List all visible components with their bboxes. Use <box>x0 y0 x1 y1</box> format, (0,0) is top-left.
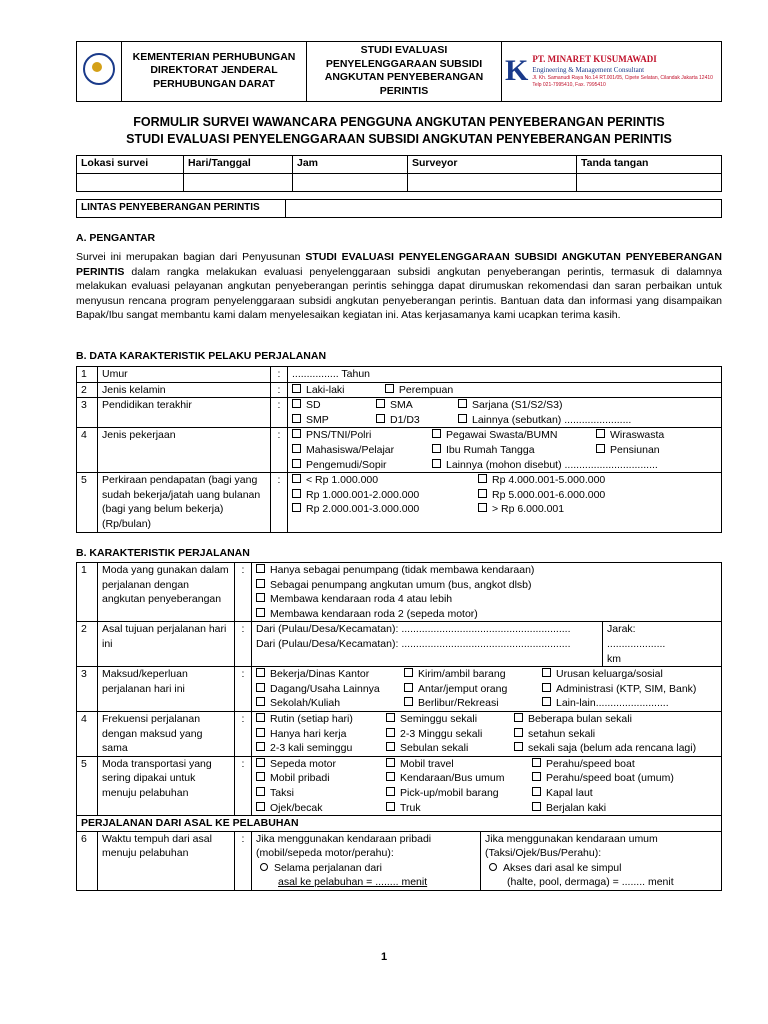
checkbox-icon <box>542 683 551 692</box>
agency-cell <box>122 42 307 102</box>
checkbox-icon <box>292 503 301 512</box>
checkbox-icon <box>292 444 301 453</box>
q-number: 2 <box>77 622 98 667</box>
option-purpose-4[interactable]: Dagang/Usaha Lainnya <box>256 682 404 697</box>
trip-characteristics-table <box>76 562 722 891</box>
origin-line-1[interactable]: Dari (Pulau/Desa/Kecamatan): .......................................................... <box>256 623 571 636</box>
q-label: Maksud/keperluan perjalanan hari ini <box>98 667 235 712</box>
option-freq-1[interactable]: Rutin (setiap hari) <box>256 712 386 727</box>
purpose-options <box>252 667 722 712</box>
q-label: Jenis pekerjaan <box>98 428 271 473</box>
checkbox-icon <box>386 802 395 811</box>
private-vehicle-cell <box>252 831 481 890</box>
q-number: 3 <box>77 667 98 712</box>
q-number: 4 <box>77 711 98 756</box>
q-label: Jenis kelamin <box>98 382 271 398</box>
option-laki[interactable]: Laki-laki <box>292 383 382 398</box>
option-smp[interactable]: SMP <box>292 413 376 428</box>
option-purpose-1[interactable]: Bekerja/Dinas Kantor <box>256 667 404 682</box>
q-colon: : <box>271 382 288 398</box>
info-header: Lokasi survei <box>77 156 184 174</box>
checkbox-icon <box>256 787 265 796</box>
option-trans-3[interactable]: Perahu/speed boat <box>532 757 635 772</box>
agency-line2: DIREKTORAT JENDERAL <box>150 64 278 77</box>
q-colon: : <box>235 711 252 756</box>
checkbox-icon <box>478 474 487 483</box>
checkbox-icon <box>385 384 394 393</box>
checkbox-icon <box>386 728 395 737</box>
checkbox-icon <box>386 742 395 751</box>
gender-options <box>288 382 722 398</box>
intro-text-bold: STUDI EVALUASI PENYELENGGARAAN SUBSIDI ANGKUTAN PENYEBERANGAN PERINTIS <box>76 251 722 278</box>
origin-fields <box>252 622 603 667</box>
letterhead-table <box>76 41 722 102</box>
checkbox-icon <box>532 772 541 781</box>
company-cell <box>502 42 722 102</box>
section-a-title: A. PENGANTAR <box>76 232 156 244</box>
mode-options <box>252 563 722 622</box>
transport-options <box>252 756 722 815</box>
option-mode-1[interactable]: Hanya sebagai penumpang (tidak membawa kendaraan) <box>256 563 717 578</box>
checkbox-icon <box>532 758 541 767</box>
q-colon: : <box>235 667 252 712</box>
study-line3: ANGKUTAN PENYEBERANGAN <box>324 71 484 84</box>
frequency-options <box>252 711 722 756</box>
q-colon: : <box>235 563 252 622</box>
checkbox-icon <box>376 399 385 408</box>
checkbox-icon <box>596 444 605 453</box>
distance-unit: km <box>607 652 621 665</box>
option-trans-1[interactable]: Sepeda motor <box>256 757 386 772</box>
checkbox-icon <box>292 459 301 468</box>
company-logo-icon: K <box>505 54 529 88</box>
option-mode-4[interactable]: Membawa kendaraan roda 2 (sepeda motor) <box>256 607 717 622</box>
checkbox-icon <box>256 564 265 573</box>
checkbox-icon <box>532 787 541 796</box>
info-header: Jam <box>293 156 408 174</box>
section-b1-title: B. DATA KARAKTERISTIK PELAKU PERJALANAN <box>76 350 327 362</box>
public-access-time-value[interactable]: (halte, pool, dermaga) = ........ menit <box>507 876 674 889</box>
q-number: 2 <box>77 382 98 398</box>
checkbox-icon <box>404 697 413 706</box>
checkbox-icon <box>256 772 265 781</box>
q-label: Perkiraan pendapatan (bagi yang sudah bekerja/jatah uang bulanan (bagi yang belum bekerja) (Rp/bulan) <box>98 473 271 532</box>
option-freq-4[interactable]: Hanya hari kerja <box>256 727 386 742</box>
option-irt[interactable]: Ibu Rumah Tangga <box>432 443 596 458</box>
option-purpose-9[interactable]: Lain-lain......................... <box>542 696 669 711</box>
option-wiraswasta[interactable]: Wiraswasta <box>596 428 664 443</box>
income-options <box>288 473 722 532</box>
lintas-table <box>76 199 722 218</box>
info-header: Hari/Tanggal <box>184 156 293 174</box>
checkbox-icon <box>532 802 541 811</box>
checkbox-icon <box>514 713 523 722</box>
checkbox-icon <box>404 668 413 677</box>
distance-label: Jarak: <box>607 623 636 636</box>
private-travel-time-value[interactable]: asal ke pelabuhan = ........ menit <box>278 876 428 889</box>
checkbox-icon <box>256 608 265 617</box>
info-header: Tanda tangan <box>577 156 722 174</box>
q-number: 5 <box>77 756 98 815</box>
checkbox-icon <box>514 742 523 751</box>
q-label: Umur <box>98 367 271 383</box>
page-number: 1 <box>380 951 388 963</box>
checkbox-icon <box>514 728 523 737</box>
option-lainnya-job[interactable]: Lainnya (mohon disebut) ................................ <box>432 458 658 473</box>
checkbox-icon <box>386 758 395 767</box>
q-number: 1 <box>77 367 98 383</box>
bullet-icon <box>489 863 497 871</box>
lintas-label: LINTAS PENYEBERANGAN PERINTIS <box>77 200 286 218</box>
option-trans-8[interactable]: Pick-up/mobil barang <box>386 786 532 801</box>
subsection-header: PERJALANAN DARI ASAL KE PELABUHAN <box>77 816 722 832</box>
option-freq-2[interactable]: Seminggu sekali <box>386 712 514 727</box>
company-subtitle: Engineering & Management Consultant <box>532 66 645 75</box>
option-trans-12[interactable]: Berjalan kaki <box>532 801 606 816</box>
option-pensiunan[interactable]: Pensiunan <box>596 443 660 458</box>
checkbox-icon <box>256 742 265 751</box>
checkbox-icon <box>478 489 487 498</box>
agency-line3: PERHUBUNGAN DARAT <box>153 78 275 91</box>
education-options <box>288 398 722 428</box>
jam-input[interactable] <box>293 174 408 192</box>
option-d1d3[interactable]: D1/D3 <box>376 413 458 428</box>
info-header: Surveyor <box>408 156 577 174</box>
option-trans-2[interactable]: Mobil travel <box>386 757 532 772</box>
option-income-6[interactable]: > Rp 6.000.001 <box>478 502 564 517</box>
checkbox-icon <box>386 787 395 796</box>
lintas-input[interactable] <box>286 200 722 218</box>
checkbox-icon <box>596 429 605 438</box>
option-mode-2[interactable]: Sebagai penumpang angkutan umum (bus, angkot dlsb) <box>256 578 717 593</box>
option-freq-9[interactable]: sekali saja (belum ada rencana lagi) <box>514 741 696 756</box>
checkbox-icon <box>256 593 265 602</box>
q-label: Asal tujuan perjalanan hari ini <box>98 622 235 667</box>
option-freq-8[interactable]: Sebulan sekali <box>386 741 514 756</box>
option-trans-7[interactable]: Taksi <box>256 786 386 801</box>
option-freq-3[interactable]: Beberapa bulan sekali <box>514 712 632 727</box>
option-trans-6[interactable]: Perahu/speed boat (umum) <box>532 771 674 786</box>
occupation-options <box>288 428 722 473</box>
option-mahasiswa[interactable]: Mahasiswa/Pelajar <box>292 443 432 458</box>
checkbox-icon <box>256 668 265 677</box>
option-purpose-2[interactable]: Kirim/ambil barang <box>404 667 542 682</box>
checkbox-icon <box>256 683 265 692</box>
private-vehicle-title: Jika menggunakan kendaraan pribadi (mobil/sepeda motor/perahu): <box>256 832 432 860</box>
q-colon: : <box>271 398 288 428</box>
checkbox-icon <box>458 414 467 423</box>
option-purpose-3[interactable]: Urusan keluarga/sosial <box>542 667 663 682</box>
q-colon: : <box>271 473 288 532</box>
checkbox-icon <box>292 399 301 408</box>
option-sma[interactable]: SMA <box>376 398 458 413</box>
study-line2: PENYELENGGARAAN SUBSIDI <box>325 57 483 70</box>
q-label: Waktu tempuh dari asal menuju pelabuhan <box>98 831 235 890</box>
checkbox-icon <box>292 429 301 438</box>
company-address: Jl. Kh. Samanudi Raya No.14 RT.001/05, Cipete Selatan, Cilandak Jakarta 12410 <box>532 75 713 82</box>
public-access-time[interactable]: Akses dari asal ke simpul <box>485 861 717 876</box>
intro-text-end: dalam rangka melakukan evaluasi penyelenggaraan subsidi angkutan penyeberangan perintis, termasuk di dalamnya melakukan evaluasi pelayanan angkutan penyeberangan perintis sehingga dapat dirumuskan rekomendasi dan saran perbaikan untuk menyusun rencana program penyelenggaraan subsidi angkutan penyeberangan perintis. Bantuan data dan informasi yang disampaikan Bapak/Ibu sangat membantu kami dalam menyelesaikan kegiatan ini. Atas kerjasamanya kami ucapkan terima kasih. <box>76 265 722 322</box>
checkbox-icon <box>386 772 395 781</box>
option-income-4[interactable]: Rp 4.000.001-5.000.000 <box>478 473 605 488</box>
option-trans-11[interactable]: Truk <box>386 801 532 816</box>
option-freq-5[interactable]: 2-3 Minggu sekali <box>386 727 514 742</box>
bullet-icon <box>260 863 268 871</box>
company-phone: Telp 021-7995410, Fax. 7995410 <box>532 81 606 88</box>
tanda-tangan-input[interactable] <box>577 174 722 192</box>
checkbox-icon <box>404 683 413 692</box>
q-colon: : <box>235 831 252 890</box>
checkbox-icon <box>256 802 265 811</box>
traveler-data-table <box>76 366 722 533</box>
distance-value: .................... <box>607 637 666 650</box>
option-purpose-6[interactable]: Administrasi (KTP, SIM, Bank) <box>542 682 696 697</box>
option-sd[interactable]: SD <box>292 398 376 413</box>
ministry-logo-cell <box>77 42 122 102</box>
form-title: FORMULIR SURVEI WAWANCARA PENGGUNA ANGKUTAN PENYEBERANGAN PERINTIS <box>133 115 665 129</box>
option-income-1[interactable]: < Rp 1.000.000 <box>292 473 478 488</box>
section-b2-title: B. KARAKTERISTIK PERJALANAN <box>76 547 250 559</box>
option-freq-7[interactable]: 2-3 kali seminggu <box>256 741 386 756</box>
q-colon: : <box>235 756 252 815</box>
checkbox-icon <box>386 713 395 722</box>
q-number: 1 <box>77 563 98 622</box>
survey-info-table <box>76 155 722 192</box>
checkbox-icon <box>542 697 551 706</box>
public-vehicle-cell <box>481 831 722 890</box>
option-income-3[interactable]: Rp 2.000.001-3.000.000 <box>292 502 478 517</box>
surveyor-input[interactable] <box>408 174 577 192</box>
checkbox-icon <box>256 758 265 767</box>
q-colon: : <box>235 622 252 667</box>
option-trans-10[interactable]: Ojek/becak <box>256 801 386 816</box>
study-line1: STUDI EVALUASI <box>360 44 448 56</box>
checkbox-icon <box>478 503 487 512</box>
ministry-logo-icon <box>83 53 115 85</box>
form-subtitle: STUDI EVALUASI PENYELENGGARAAN SUBSIDI ANGKUTAN PENYEBERANGAN PERINTIS <box>126 132 672 146</box>
option-pns[interactable]: PNS/TNI/Polri <box>292 428 432 443</box>
umur-answer[interactable]: ................ Tahun <box>288 367 722 383</box>
tanggal-input[interactable] <box>184 174 293 192</box>
q-number: 6 <box>77 831 98 890</box>
option-purpose-8[interactable]: Berlibur/Rekreasi <box>404 696 542 711</box>
q-label: Pendidikan terakhir <box>98 398 271 428</box>
checkbox-icon <box>376 414 385 423</box>
checkbox-icon <box>256 713 265 722</box>
company-name: PT. MINARET KUSUMAWADI <box>532 54 657 65</box>
checkbox-icon <box>292 474 301 483</box>
option-swasta[interactable]: Pegawai Swasta/BUMN <box>432 428 596 443</box>
option-purpose-7[interactable]: Sekolah/Kuliah <box>256 696 404 711</box>
option-trans-5[interactable]: Kendaraan/Bus umum <box>386 771 532 786</box>
checkbox-icon <box>432 459 441 468</box>
checkbox-icon <box>542 668 551 677</box>
agency-line1: KEMENTERIAN PERHUBUNGAN <box>132 50 296 63</box>
lokasi-input[interactable] <box>77 174 184 192</box>
q-label: Moda transportasi yang sering dipakai untuk menuju pelabuhan <box>98 756 235 815</box>
intro-text-start: Survei ini merupakan bagian dari Penyusunan <box>76 251 306 263</box>
private-travel-time[interactable]: Selama perjalanan dari <box>256 861 476 876</box>
option-trans-4[interactable]: Mobil pribadi <box>256 771 386 786</box>
option-trans-9[interactable]: Kapal laut <box>532 786 593 801</box>
checkbox-icon <box>432 444 441 453</box>
checkbox-icon <box>458 399 467 408</box>
option-sopir[interactable]: Pengemudi/Sopir <box>292 458 432 473</box>
study-line4: PERINTIS <box>379 84 429 97</box>
q-number: 5 <box>77 473 98 532</box>
checkbox-icon <box>432 429 441 438</box>
option-sarjana[interactable]: Sarjana (S1/S2/S3) <box>458 398 562 413</box>
q-colon: : <box>271 428 288 473</box>
option-lainnya[interactable]: Lainnya (sebutkan) ....................... <box>458 413 631 428</box>
intro-paragraph <box>76 250 722 323</box>
checkbox-icon <box>256 697 265 706</box>
checkbox-icon <box>292 384 301 393</box>
checkbox-icon <box>256 728 265 737</box>
option-mode-3[interactable]: Membawa kendaraan roda 4 atau lebih <box>256 592 717 607</box>
study-cell <box>307 42 502 102</box>
checkbox-icon <box>256 579 265 588</box>
q-number: 4 <box>77 428 98 473</box>
public-vehicle-title: Jika menggunakan kendaraan umum (Taksi/Ojek/Bus/Perahu): <box>485 832 658 860</box>
q-number: 3 <box>77 398 98 428</box>
q-label: Moda yang gunakan dalam perjalanan dengan angkutan penyeberangan <box>98 563 235 622</box>
option-income-5[interactable]: Rp 5.000.001-6.000.000 <box>478 488 605 503</box>
checkbox-icon <box>292 489 301 498</box>
q-colon: : <box>271 367 288 383</box>
origin-line-2[interactable]: Dari (Pulau/Desa/Kecamatan): .......................................................... <box>256 637 571 650</box>
option-freq-6[interactable]: setahun sekali <box>514 727 595 742</box>
checkbox-icon <box>292 414 301 423</box>
q-label: Frekuensi perjalanan dengan maksud yang sama <box>98 711 235 756</box>
option-perempuan[interactable]: Perempuan <box>385 383 453 398</box>
option-purpose-5[interactable]: Antar/jemput orang <box>404 682 542 697</box>
option-income-2[interactable]: Rp 1.000.001-2.000.000 <box>292 488 478 503</box>
distance-field[interactable] <box>603 622 722 667</box>
